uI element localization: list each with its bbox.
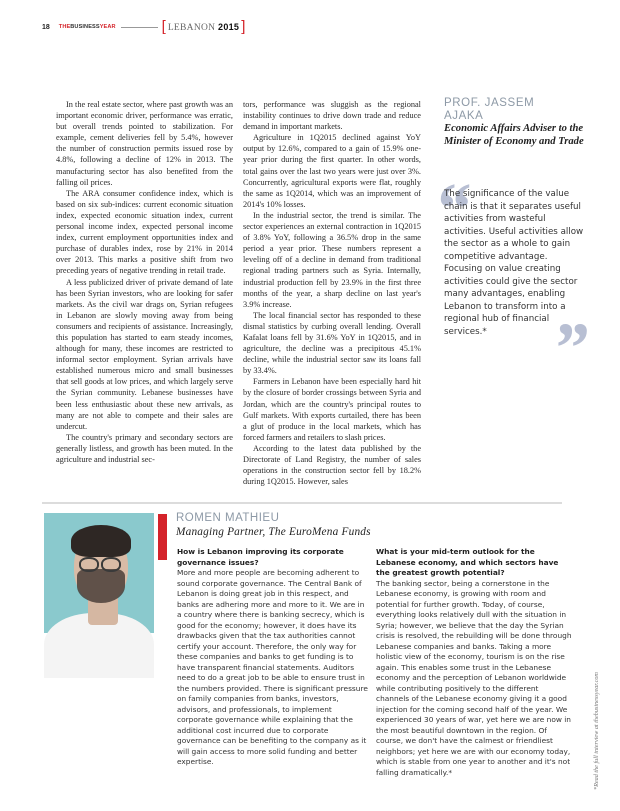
interview-column-2	[376, 547, 572, 778]
page-number: 18	[42, 23, 50, 31]
paragraph: The local financial sector has responded to these dismal statistics by curbing overall lending. Overall Kafalat loans fell by 31.6% YoY in 1Q2015, and in agriculture, the decline was a precipitous 45.1% decline, while the industrial sector saw its loans fall by 33.4%.	[243, 310, 421, 376]
full-interview-footnote: *Read the full interview at thebusinessyear.com	[593, 672, 600, 790]
brand-logo: THEBUSINESSYEAR	[58, 24, 116, 30]
paragraph: Agriculture in 1Q2015 declined against YoY output by 12.6%, compared to a gain of 15.9% one-year prior during the first quarter. In other words, total gains over the last two years were just over 3%. Concurrently, agricultural exports were flat, roughly the same as 1Q2014, which was an improvement of 2014's 10% losses.	[243, 133, 421, 209]
paragraph: tors, performance was sluggish as the regional instability continues to drive down trade and reduce demand in important markets.	[243, 100, 421, 132]
interview-answer: More and more people are becoming adherent to sound corporate governance. The Central Bank of Lebanon is doing great job in this respect, and banks are adhering more and more to it. We are in a country where there is banking secrecy, which is good for the economy; however, it does have its drawbacks given that the tax authorities cannot certify your account. Therefore, the only way for these companies and banks to get funding is to have transparent financial statements. Auditors need to do a great job to be able to ensure trust in the numbers provided. There is significant pressure on family companies from banks, investors, advisors, and professionals, to implement corporate governance while explaining that the additional cost incurred due to corporate governance can be benefiting to the company as it will gain access to more solid funding and better expertise.	[177, 568, 368, 766]
interviewee-photo	[44, 513, 154, 678]
interview-answer: The banking sector, being a cornerstone in the Lebanese economy, is growing with room and potential for further growth. Today, of course, everything looks relatively dull with the situation in Syria; however, we believe that the day the Syrian crisis is resolved, the rebuilding will be done through Lebanese companies and banks. Taking a more holistic view of the economy, tourism is on the rise again. This enables some trust in the Lebanese economy and the perception of Lebanon worldwide while contributing positively to the different channels of the Lebanese economy giving it a good injection for the coming second half of the year. We experienced 30 years of war, yet here we are now in the most beautiful downtown in the region. Of course, we don't have the calmest or friendliest neighbors; yet here we are with our economy today, which is stable from one year to another and it's not falling dramatically.*	[376, 578, 572, 777]
paragraph: According to the latest data published by the Directorate of Land Registry, the number of sales operations in the construction sector fell by 18.2% during 1Q2015. However, sales	[243, 443, 421, 487]
bracket-close-icon: ]	[241, 18, 246, 35]
article-column-2	[243, 99, 421, 487]
interview-column-1	[177, 547, 369, 768]
paragraph: A less publicized driver of private demand of late has been Syrian investors, who are looking for safer markets. As the civil war drags on, Syrian refugees in Lebanon are slowly moving away from being consumers and recipients of assistance. Increasingly, this population has started to earn steady incomes, although for many, these incomes are restricted to informal sector employment. Syrian arrivals have established numerous micro and small businesses that sell goods at low prices, and which largely serve the Syrian community. Lebanese businesses have been less enthusiastic about these new arrivals, as many are not able to compete and their sales are undercut.	[56, 277, 233, 431]
article-column-1	[56, 99, 233, 465]
sidebar-attribution	[444, 97, 589, 149]
interview-question: How is Lebanon improving its corporate governance issues?	[177, 547, 344, 567]
close-quote-icon: ”	[552, 308, 588, 388]
accent-bar	[158, 514, 167, 560]
paragraph: In the industrial sector, the trend is similar. The sector experiences an external contraction in 1Q2015 of 3.8% YoY, following a 36.5% drop in the same period a year prior. These numbers represent a leveling off of a decline in demand from traditional regional trading partners such as Syria. Internally, industrial production fell by 23.9% in the first three months of the year, a sharp decline on last year's 3.9% increase.	[243, 210, 421, 309]
paragraph: The ARA consumer confidence index, which is based on six sub-indices: current economic situation index, expected economic situation index, current personal income index, expected personal income index, current employment opportunities index and purchase of durables index, rose by 21% in 2014 over 2013. This marks a positive shift from two preceding years of negative trending in retail trade.	[56, 188, 233, 276]
pull-quote	[434, 168, 604, 388]
quote-author-role: Economic Affairs Adviser to the Minister of Economy and Trade	[444, 123, 584, 147]
interviewee-name: ROMEN MATHIEU	[176, 512, 280, 524]
pull-quote-text: The significance of the value chain is that it separates useful activities from wasteful activities. Useful activities allow the sector as a whole to gain competitive advantage. Focusing on value creating activities could give the sector many advantages, enabling Lebanon to transform into a regional hub of financial services.*	[444, 189, 584, 337]
paragraph: The country's primary and secondary sectors are generally listless, and growth has been muted. In the agriculture and industrial sec-	[56, 432, 233, 464]
open-quote-icon: “	[434, 168, 470, 248]
header-rule	[121, 27, 158, 28]
interview-question: What is your mid-term outlook for the Lebanese economy, and which sectors have the greatest growth potential?	[376, 547, 559, 577]
paragraph: Farmers in Lebanon have been especially hard hit by the closure of border crossings between Syria and Jordan, which are the country's principal routes to Gulf markets. With exports curtailed, there has been a glut of produce in the local markets, which has forced farmers and retailers to slash prices.	[243, 377, 421, 442]
section-divider	[42, 502, 562, 504]
country-edition: LEBANON 2015	[167, 21, 240, 33]
paragraph: In the real estate sector, where past growth was an important economic driver, performance was erratic, but overall trends pointed to stabilization. For example, cement deliveries fell by 5.4%, however the number of construction permits issued rose by 4.8%, following a decline of 12% in 2013. The manufacturing sector has also benefited from the falling oil prices.	[56, 100, 233, 187]
interviewee-role: Managing Partner, The EuroMena Funds	[176, 526, 371, 538]
quote-author-name: PROF. JASSEM AJAKA	[444, 97, 535, 122]
bracket-open-icon: [	[161, 18, 166, 35]
page-header	[42, 20, 245, 34]
